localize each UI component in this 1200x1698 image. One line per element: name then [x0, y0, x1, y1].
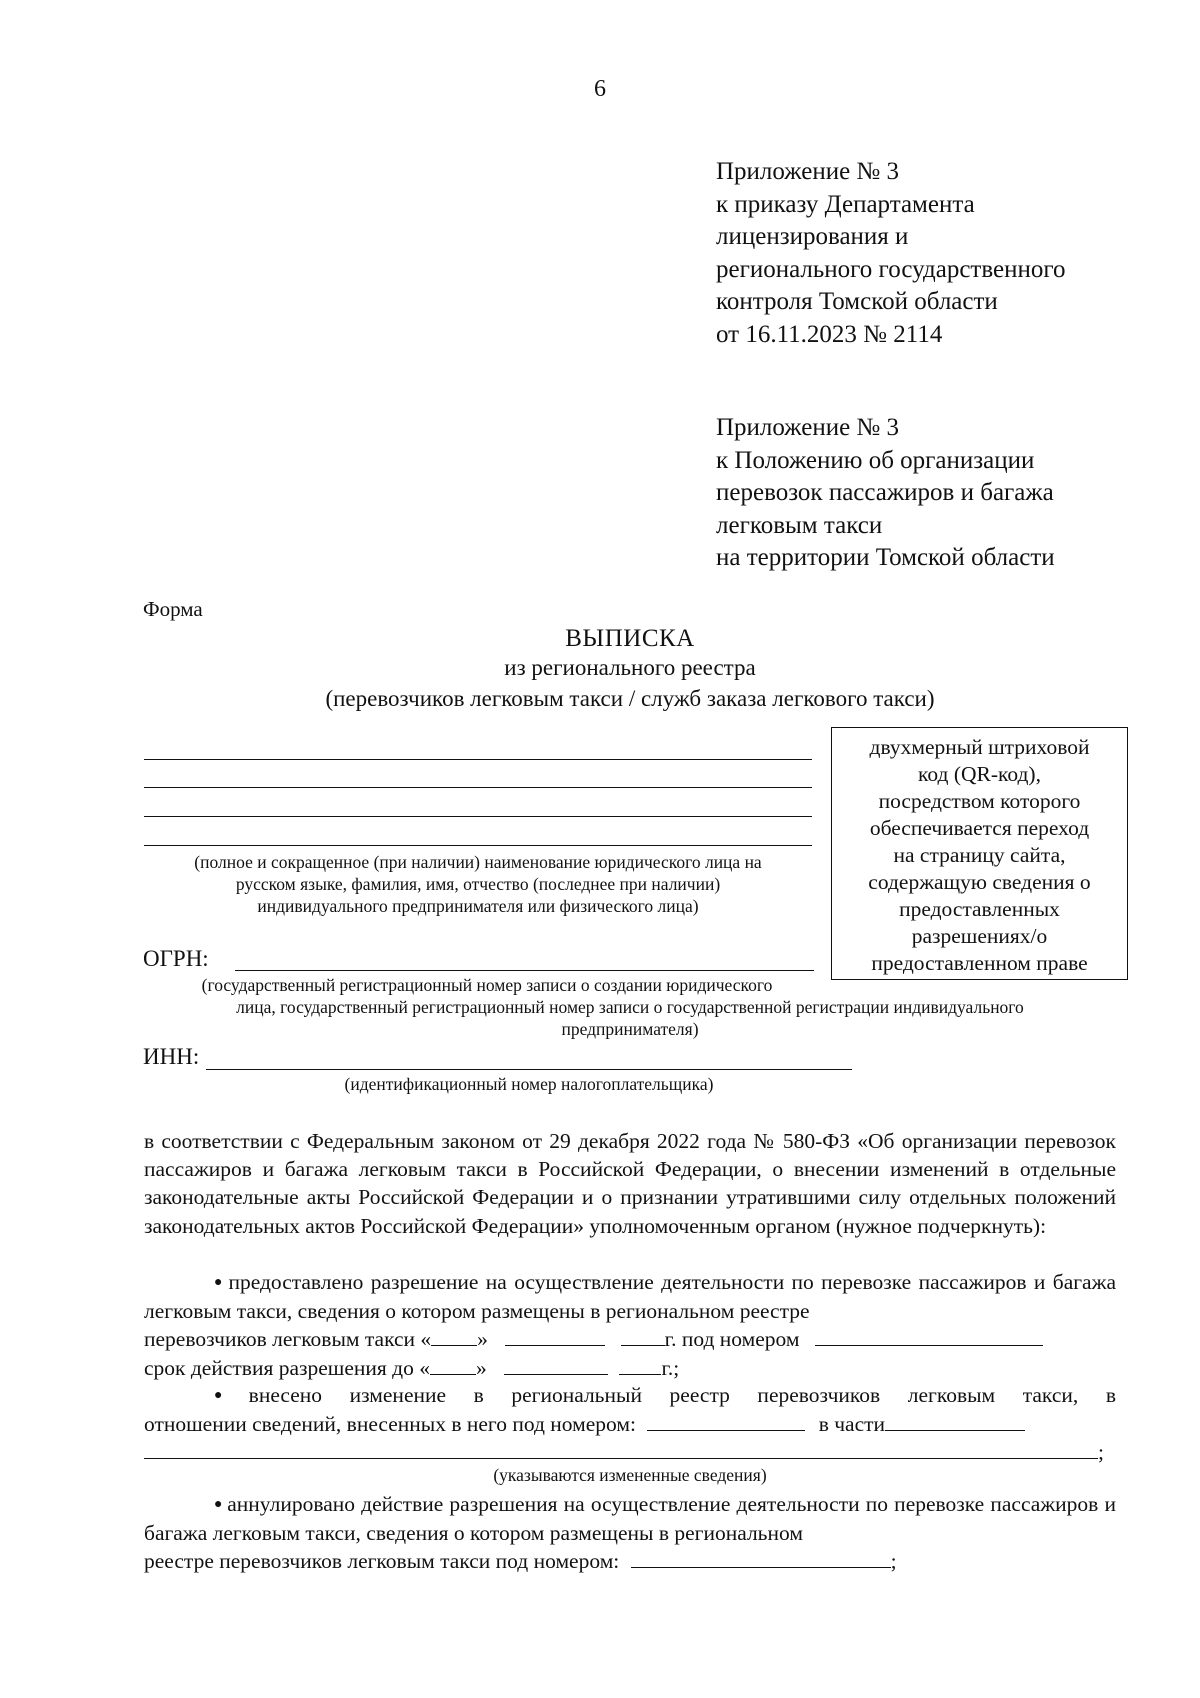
- qr-box-line: на страницу сайта,: [893, 843, 1066, 867]
- qr-box-line: предоставленном праве: [871, 951, 1088, 975]
- item-3-paragraph: [144, 1490, 1116, 1547]
- appendix-order-line: Приложение № 3: [716, 158, 900, 185]
- appendix-order-line: лицензирования и: [716, 223, 909, 250]
- inn-field-line[interactable]: [206, 1069, 852, 1070]
- changed-details-field[interactable]: [144, 1438, 1098, 1459]
- appendix-regulation-line: к Положению об организации: [716, 446, 1035, 474]
- item-1-line-3-text-c: г. под номером: [664, 1327, 800, 1352]
- qr-box-line: обеспечивается переход: [869, 816, 1090, 840]
- item-1-line-4-text-b: »: [475, 1355, 487, 1380]
- item-1-line-3-text-b: »: [477, 1327, 488, 1352]
- qr-box-line: двухмерный штриховой: [869, 735, 1090, 759]
- qr-box-line: предоставленных: [899, 897, 1060, 921]
- name-blank-line: [144, 759, 812, 760]
- page-number: 6: [594, 76, 606, 102]
- item-1-line-4-text-a: срок действия разрешения до «: [144, 1355, 430, 1380]
- appendix-order-line: от 16.11.2023 № 2114: [716, 320, 943, 348]
- ogrn-caption-3: предпринимателя): [561, 1019, 699, 1039]
- qr-box-line: посредством которого: [878, 789, 1081, 813]
- qr-box-line: код (QR-код),: [918, 762, 1041, 786]
- inn-caption: (идентификационный номер налогоплательщика): [344, 1074, 714, 1094]
- document-subtitle-1: из регионального реестра: [504, 655, 756, 680]
- appendix-regulation-line: Приложение № 3: [716, 414, 900, 441]
- document-subtitle-2: (перевозчиков легковым такси / служб заказа легкового такси): [325, 686, 935, 711]
- body-intro: [144, 1127, 1116, 1240]
- bullet-icon: ●: [214, 1275, 225, 1290]
- ogrn-caption-1: (государственный регистрационный номер записи о создании юридического: [201, 975, 773, 995]
- item-2-line-3: [144, 1438, 1116, 1466]
- item-3: [144, 1490, 1116, 1576]
- item-1-line-3: [144, 1325, 1116, 1353]
- name-blank-line: [144, 845, 812, 846]
- ogrn-caption-2: лица, государственный регистрационный номер записи о государственной регистрации индивидуального: [236, 997, 1024, 1017]
- qr-code-box: [831, 727, 1128, 980]
- appendix-regulation-line: легковым такси: [716, 511, 883, 539]
- item-1-line-4-text-c: г.;: [661, 1355, 680, 1380]
- item-2-semicolon: ;: [1098, 1440, 1104, 1465]
- appendix-regulation-line: перевозок пассажиров и багажа: [716, 479, 1054, 506]
- qr-box-line: содержащую сведения о: [868, 870, 1091, 894]
- expiry-day-field[interactable]: [430, 1354, 476, 1375]
- name-blank-line: [144, 816, 812, 817]
- form-label: Форма: [143, 597, 203, 621]
- item-2-line-1-text: внесено изменение в региональный реестр перевозчиков легковым такси, в: [248, 1383, 1116, 1407]
- appendix-order-line: контроля Томской области: [716, 288, 998, 315]
- item-3-text: аннулировано действие разрешения на осуществление деятельности по перевозке пассажиров и багажа легковым такси, сведения о котором размещены в региональном: [144, 1492, 1116, 1546]
- annulled-record-number-field[interactable]: [631, 1547, 891, 1568]
- item-3-semicolon: ;: [890, 1549, 897, 1574]
- intro-paragraph: в соответствии с Федеральным законом от 29 декабря 2022 года № 580-ФЗ «Об организации перевозок пассажиров и багажа легковым такси в Российской Федерации, о внесении изменений в отдельные законодательные акты Российской Федерации и о признании утратившими силу отдельных положений законодательных актов Российской Федерации» уполномоченным органом (нужное подчеркнуть):: [144, 1129, 1116, 1238]
- item-1-line-3-text-a: перевозчиков легковым такси «: [144, 1327, 432, 1352]
- name-caption-line: (полное и сокращенное (при наличии) наименование юридического лица на: [194, 852, 762, 872]
- ogrn-label: ОГРН:: [143, 946, 209, 971]
- item-2-line-2-text-a: отношении сведений, внесенных в него под номером:: [144, 1412, 636, 1437]
- item-1: [144, 1268, 1116, 1382]
- bullet-icon: ●: [214, 1388, 245, 1403]
- appendix-regulation-block: [716, 412, 1055, 575]
- changed-record-number-field[interactable]: [647, 1410, 805, 1431]
- inn-label: ИНН:: [143, 1044, 200, 1069]
- item-2-line-2-text-b: в части: [818, 1412, 886, 1437]
- item-1-text: предоставлено разрешение на осуществление деятельности по перевозке пассажиров и багажа легковым такси, сведения о котором размещены в региональном реестре: [144, 1270, 1116, 1324]
- item-3-last-line: [144, 1547, 1116, 1575]
- month-field[interactable]: [505, 1325, 605, 1346]
- item-2-caption: (указываются измененные сведения): [493, 1465, 767, 1485]
- item-1-line-4: [144, 1354, 1116, 1382]
- year-field[interactable]: [621, 1325, 665, 1346]
- appendix-order-line: регионального государственного: [716, 255, 1066, 283]
- item-2-line-1: [144, 1381, 1116, 1410]
- item-3-last-text: реестре перевозчиков легковым такси под номером:: [144, 1549, 620, 1574]
- appendix-order-block: [716, 156, 1066, 351]
- qr-box-line: разрешениях/о: [911, 924, 1048, 948]
- appendix-regulation-line: на территории Томской области: [716, 544, 1055, 571]
- expiry-year-field[interactable]: [619, 1354, 661, 1375]
- register-number-field[interactable]: [815, 1325, 1043, 1346]
- item-1-paragraph: [144, 1268, 1116, 1325]
- day-field[interactable]: [431, 1325, 477, 1346]
- changed-part-field[interactable]: [885, 1410, 1025, 1431]
- item-2: [144, 1381, 1116, 1467]
- expiry-month-field[interactable]: [504, 1354, 608, 1375]
- name-caption-line: индивидуального предпринимателя или физического лица): [257, 896, 699, 916]
- appendix-order-line: к приказу Департамента: [716, 190, 975, 218]
- name-blank-line: [144, 787, 812, 788]
- ogrn-field-line[interactable]: [235, 970, 814, 971]
- bullet-icon: ●: [214, 1497, 224, 1512]
- item-2-line-2: [144, 1410, 1116, 1438]
- name-caption-line: русском языке, фамилия, имя, отчество (последнее при наличии): [235, 874, 721, 894]
- name-caption: [144, 851, 812, 917]
- document-title: ВЫПИСКА: [565, 625, 695, 652]
